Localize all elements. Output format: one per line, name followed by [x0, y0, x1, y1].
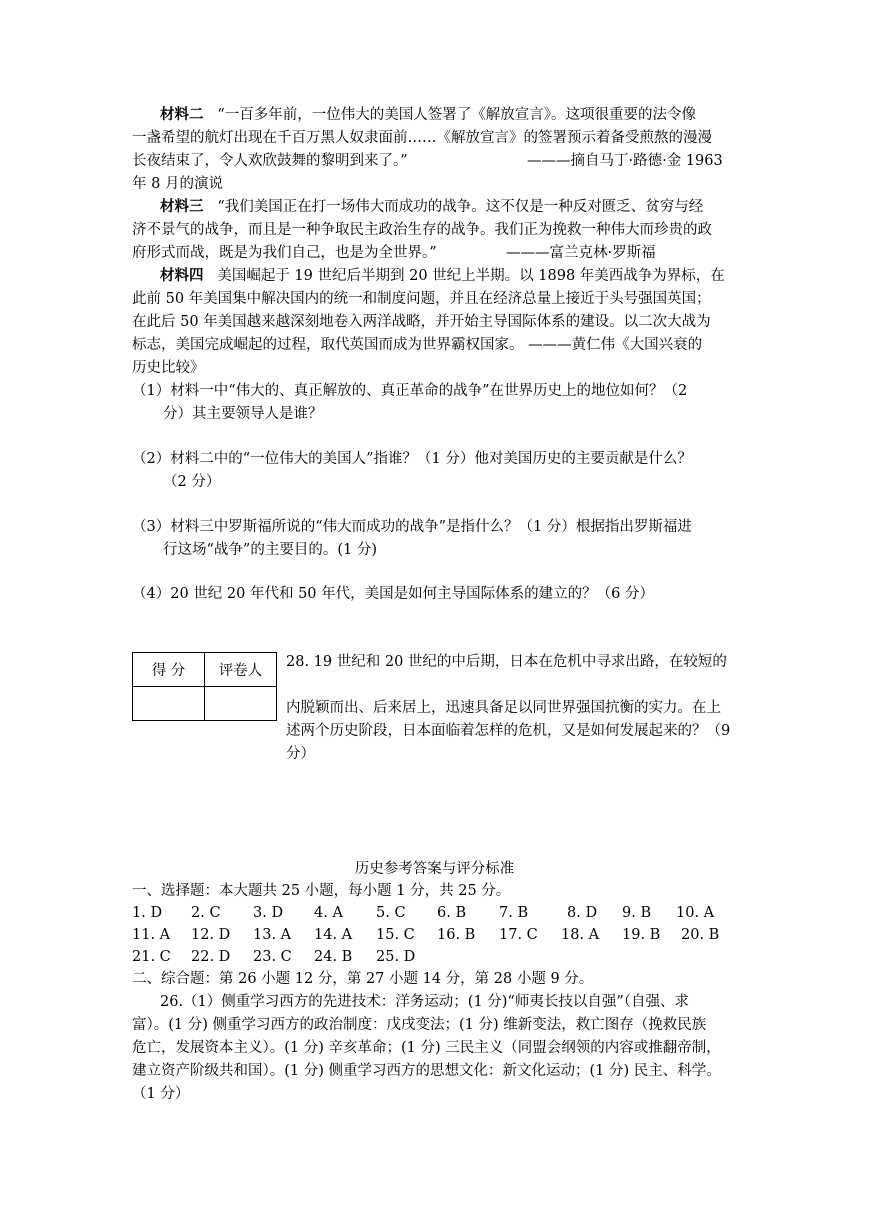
answers-section-1: 一、选择题：本大题共 25 小题，每小题 1 分，共 25 分。: [132, 883, 511, 899]
question-3-line-1: （3）材料三中罗斯福所说的“伟大而成功的战争”是指什么？（1 分）根据指出罗斯福进: [132, 519, 692, 535]
material-3-line-1: 材料三 “我们美国正在打一场伟大而成功的战争。这不仅是一种反对匮乏、贫穷与经: [160, 198, 704, 215]
answer-item: 4. A: [314, 905, 343, 921]
answer-item: 7. B: [499, 905, 529, 921]
answer-26-line-3: 危亡，发展资本主义）。(1 分) 辛亥革命；(1 分) 三民主义（同盟会纲领的内容或推翻帝制，: [132, 1040, 721, 1056]
answers-section-2: 二、综合题：第 26 小题 12 分，第 27 小题 14 分，第 28 小题 9 分。: [132, 971, 594, 987]
answer-item: 9. B: [622, 905, 652, 921]
answer-item: 8. D: [567, 905, 598, 921]
answer-item: 1. D: [132, 905, 163, 921]
material-4-line-1: 材料四 美国崛起于 19 世纪后半期到 20 世纪上半期。以 1898 年美西战争为界标，在: [160, 267, 725, 284]
answers-title: 历史参考答案与评分标准: [354, 861, 515, 877]
material-3-label: 材料三: [160, 198, 204, 215]
question-28-line-2: 内脱颖而出、后来居上，迅速具备足以同世界强国抗衡的实力。在上: [286, 700, 721, 716]
answer-item: 14. A: [314, 927, 353, 943]
answer-item: 22. D: [191, 949, 231, 965]
material-2-line-4: 年 8 月的演说: [132, 176, 223, 192]
answer-item: 3. D: [253, 905, 284, 921]
question-4-line-1: （4）20 世纪 20 年代和 50 年代，美国是如何主导国际体系的建立的？（6 分）: [132, 586, 654, 602]
material-4-line-5: 历史比较》: [132, 360, 205, 376]
answer-item: 10. A: [676, 905, 715, 921]
score-label: 得 分: [133, 653, 205, 687]
question-1-line-2: 分）其主要领导人是谁？: [163, 406, 323, 422]
material-4-line-3: 在此后 50 年美国越来越深刻地卷入两洋战略，并开始主导国际体系的建设。以二次大战为: [132, 314, 711, 330]
answer-26-line-4: 建立资产阶级共和国）。(1 分) 侧重学习西方的思想文化：新文化运动；(1 分) 民主、科学。: [132, 1063, 721, 1079]
score-table: [132, 652, 277, 721]
material-4-line-4: 标志，美国完成崛起的过程，取代英国而成为世界霸权国家。 ———黄仁伟《大国兴衰的: [132, 337, 703, 353]
answer-item: 18. A: [561, 927, 600, 943]
question-28-line-3: 述两个历史阶段，日本面临着怎样的危机，又是如何发展起来的？（9: [286, 723, 731, 739]
answer-item: 5. C: [376, 905, 406, 921]
material-3-line-2: 济不景气的战争，而且是一种争取民主政治生存的战争。我们正为挽救一种伟大而珍贵的政: [132, 222, 712, 238]
material-4-label: 材料四: [160, 267, 204, 284]
answer-item: 13. A: [253, 927, 292, 943]
answer-item: 23. C: [253, 949, 292, 965]
grader-cell: [205, 687, 277, 721]
answer-item: 16. B: [437, 927, 476, 943]
answer-item: 19. B: [622, 927, 661, 943]
score-cell: [133, 687, 205, 721]
answer-item: 11. A: [132, 927, 171, 943]
question-2-line-2: （2 分）: [163, 474, 221, 490]
grader-label: 评卷人: [205, 653, 277, 687]
material-4-line-2: 此前 50 年美国集中解决国内的统一和制度问题，并且在经济总量上接近于头号强国英国；: [132, 291, 711, 307]
answer-item: 25. D: [376, 949, 416, 965]
material-2-label: 材料二: [160, 106, 204, 123]
question-2-line-1: （2）材料二中的“一位伟大的美国人”指谁？（1 分）他对美国历史的主要贡献是什么？: [132, 451, 692, 467]
answer-item: 20. B: [681, 927, 720, 943]
answer-item: 17. C: [499, 927, 538, 943]
material-2-line-2: 一盏希望的航灯出现在千百万黑人奴隶面前……《解放宣言》的签署预示着备受煎熬的漫漫: [132, 130, 712, 146]
answer-item: 24. B: [314, 949, 353, 965]
answer-26-line-2: 富）。(1 分) 侧重学习西方的政治制度：戊戌变法；(1 分) 维新变法，救亡图存（挽救民族: [132, 1017, 707, 1033]
answer-item: 15. C: [376, 927, 415, 943]
question-28-line-4: 分）: [286, 746, 315, 762]
answer-26-line-5: （1 分）: [132, 1086, 190, 1102]
answer-item: 12. D: [191, 927, 231, 943]
material-2-line-1: 材料二 “一百多年前，一位伟大的美国人签署了《解放宣言》。这项很重要的法令像: [160, 106, 696, 123]
material-3-source: ———富兰克林·罗斯福: [506, 245, 656, 261]
answer-item: 2. C: [191, 905, 221, 921]
question-3-line-2: 行这场“战争”的主要目的。(1 分): [163, 542, 377, 558]
answer-26-line-1: 26.（1）侧重学习西方的先进技术：洋务运动；(1 分)“师夷长技以自强”（自强、求: [160, 994, 690, 1010]
question-28-line-1: 28. 19 世纪和 20 世纪的中后期，日本在危机中寻求出路，在较短的: [286, 654, 727, 670]
answer-item: 21. C: [132, 949, 171, 965]
material-2-source: ———摘自马丁·路德·金 1963: [527, 153, 723, 169]
material-3-line-3: 府形式而战，既是为我们自己，也是为全世界。”: [132, 245, 437, 261]
material-2-line-3: 长夜结束了，令人欢欣鼓舞的黎明到来了。”: [132, 153, 408, 169]
question-1-line-1: （1）材料一中“伟大的、真正解放的、真正革命的战争”在世界历史上的地位如何？（2: [132, 383, 688, 399]
answer-item: 6. B: [437, 905, 467, 921]
